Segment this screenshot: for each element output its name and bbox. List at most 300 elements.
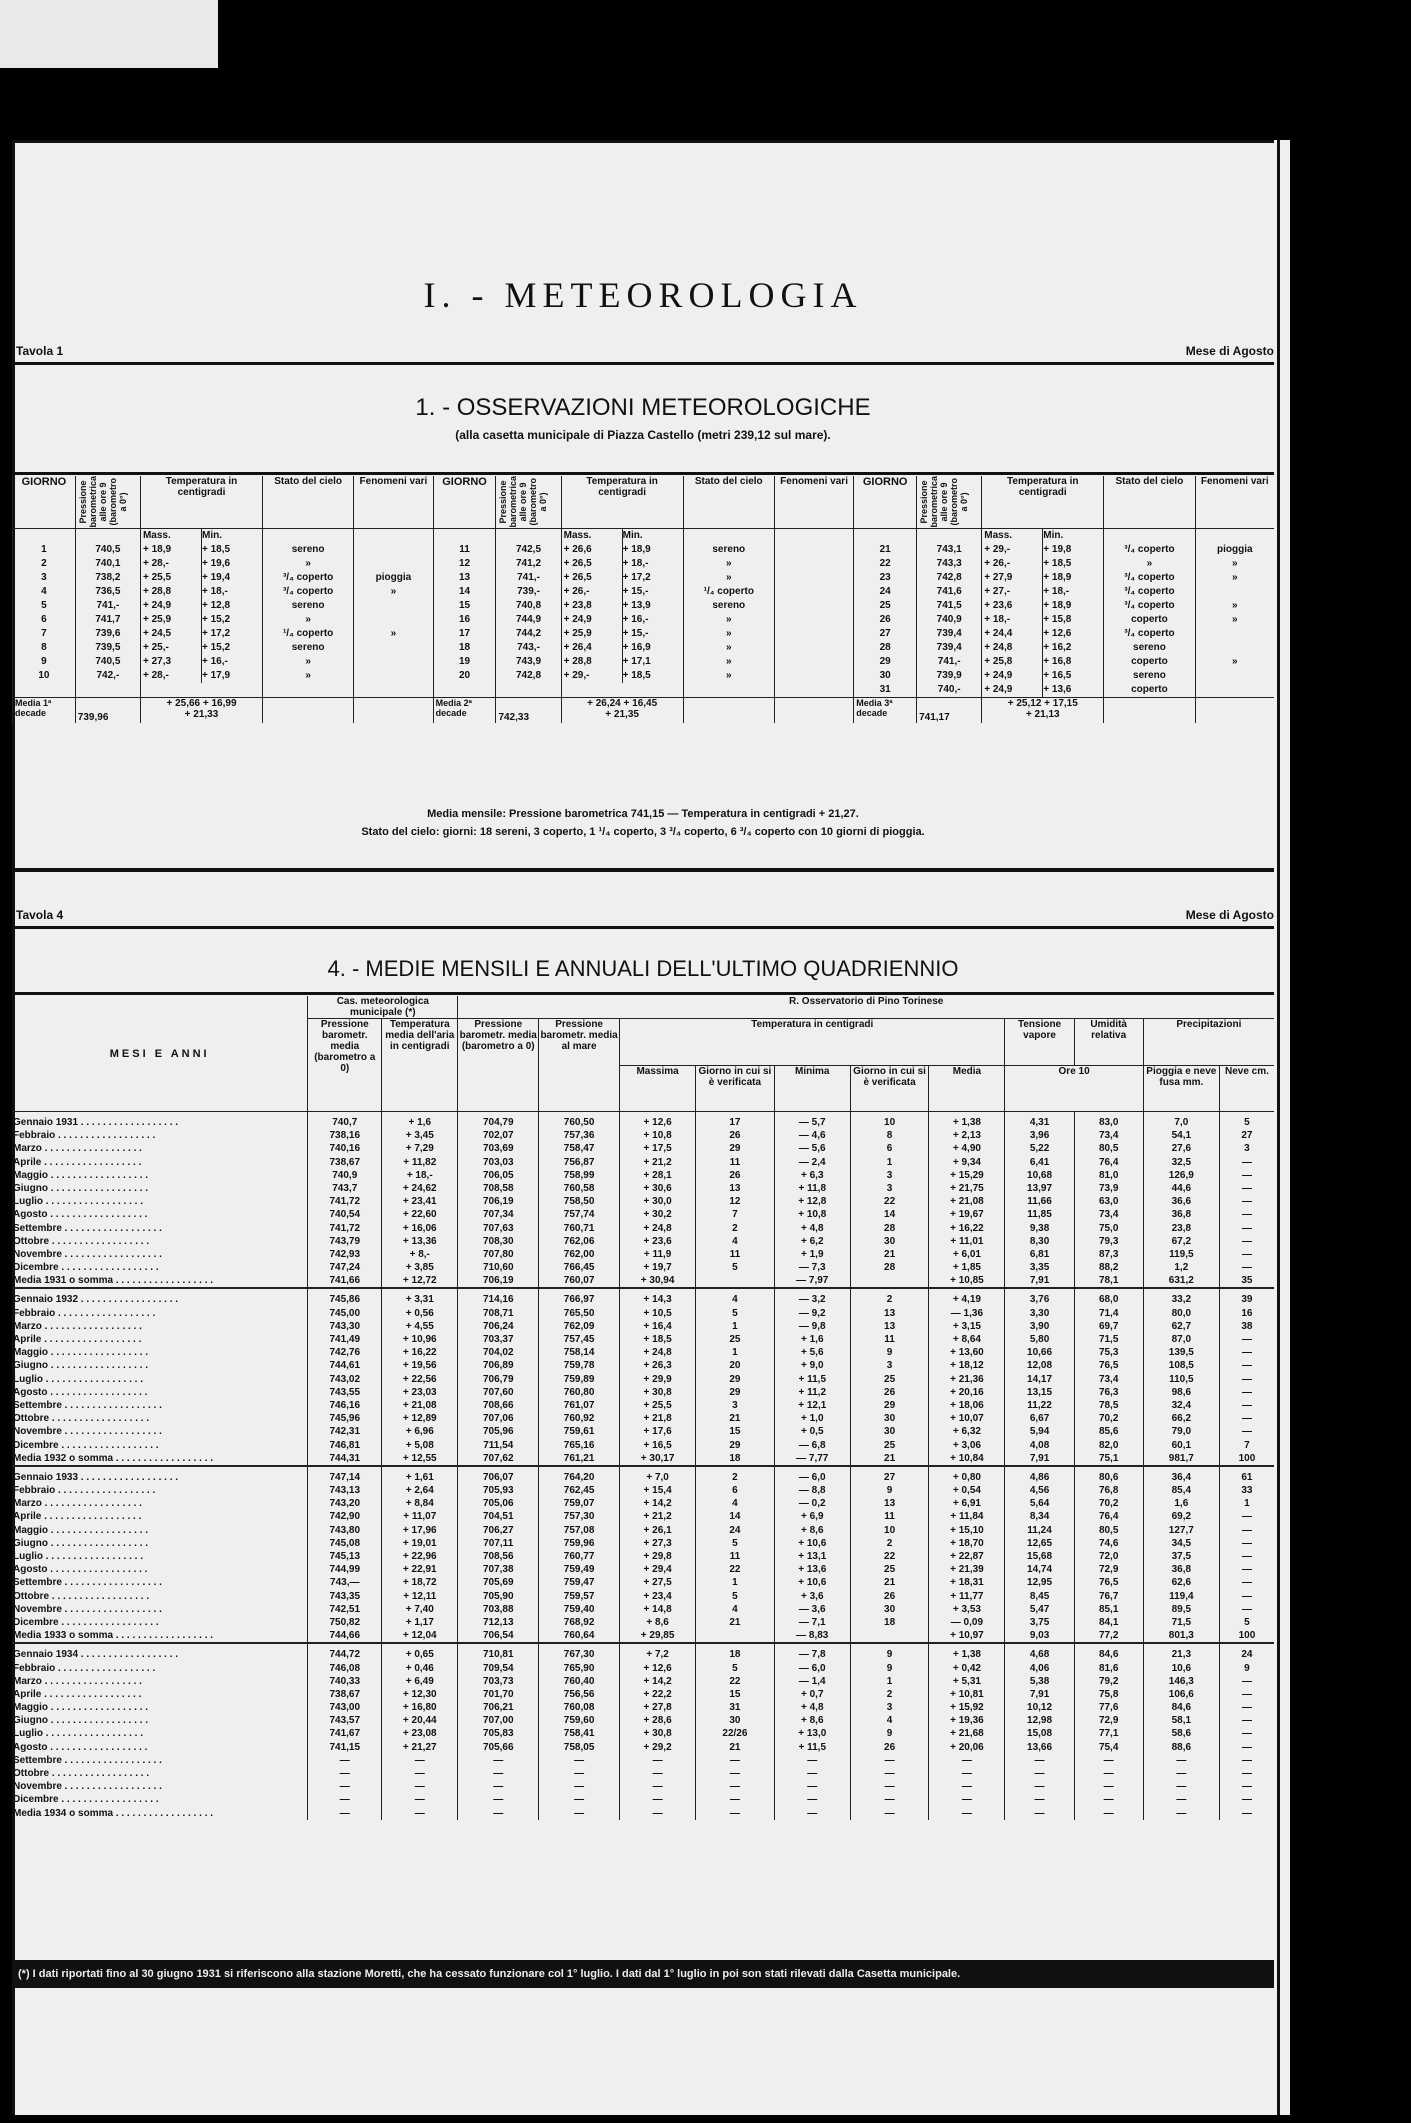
press-value: 740,9 [332, 1169, 358, 1181]
media-pressione: 742,33 [496, 697, 561, 723]
tavola1-month: Mese di Agosto [1185, 344, 1274, 358]
press-value: 741,72 [329, 1196, 361, 1208]
umid-value: — [1103, 1807, 1114, 1819]
neve-value: — [1241, 1702, 1252, 1714]
umid-value: 82,0 [1098, 1439, 1119, 1451]
press_oss-value: 702,07 [482, 1130, 514, 1142]
pressione-cell [75, 528, 140, 697]
neve-value: 5 [1244, 1616, 1250, 1628]
press_mare-value: 758,41 [563, 1728, 595, 1740]
temp-value: + 17,96 [402, 1524, 437, 1536]
minr-value: + 3,6 [800, 1590, 824, 1602]
col-gmax-values [696, 1112, 775, 1289]
pressione: 741,6 [936, 585, 962, 597]
press_oss-value: 706,54 [482, 1630, 514, 1642]
temp-value: + 22,60 [402, 1209, 437, 1221]
pressione: 740,1 [95, 557, 121, 569]
pressione: 742,8 [936, 571, 962, 583]
pio-value: 110,5 [1169, 1373, 1194, 1385]
gmax-value: 31 [729, 1702, 741, 1714]
month-label: Novembre . . . . . . . . . . . . . . . . . . [13, 1603, 162, 1615]
month-label: Ottobre . . . . . . . . . . . . . . . . . . [13, 1413, 150, 1425]
pressione-header-text: Pressione barometrica alle ore 9 (barometro a 0°) [919, 475, 970, 528]
min-value: + 18,5 [622, 669, 651, 681]
umid-value: 76,3 [1098, 1386, 1119, 1398]
pressione: 740,9 [936, 613, 962, 625]
temp-value: + 18,72 [402, 1577, 437, 1589]
press_mare-value: 760,08 [563, 1702, 595, 1714]
tavola4-header-rule [12, 992, 1274, 995]
press_oss-value: 707,11 [483, 1537, 514, 1549]
minr-value: — 2,4 [798, 1156, 826, 1168]
stato: » [725, 627, 732, 639]
fenomeni [356, 655, 430, 669]
tavola1-rule [12, 362, 1274, 365]
umid-value: — [1103, 1781, 1114, 1793]
col-media: Media [929, 1065, 1005, 1112]
press-value: 745,08 [329, 1537, 361, 1549]
umid-value: — [1103, 1768, 1114, 1779]
pio-value: 1,2 [1174, 1262, 1189, 1274]
pio-value: 801,3 [1168, 1630, 1194, 1642]
mass-value: + 25,9 [563, 627, 592, 639]
tens-value: 8,34 [1029, 1511, 1050, 1523]
mass-value: + 24,9 [984, 669, 1013, 681]
minr-value: + 1,0 [800, 1413, 824, 1425]
press_mare-value: 759,61 [563, 1426, 595, 1438]
media-value: + 10,97 [950, 1630, 984, 1642]
section-title: I. - METEOROLOGIA [423, 275, 863, 315]
gmin-value: 27 [884, 1471, 896, 1483]
tens-value: — [1034, 1768, 1045, 1779]
media-value: + 3,53 [952, 1603, 981, 1615]
pressione: 739,6 [95, 627, 121, 639]
mass-value: + 29,4 [643, 1564, 672, 1576]
press_oss-value: 703,73 [482, 1675, 514, 1687]
fenomeni [356, 543, 430, 557]
temp-value: — [414, 1794, 425, 1806]
media-mass-min: + 25,66 + 16,99 [166, 697, 237, 709]
month-label: Febbraio . . . . . . . . . . . . . . . . . . [13, 1130, 156, 1142]
tens-value: 13,97 [1027, 1182, 1053, 1194]
temp-split [143, 529, 260, 683]
mass-value: + 14,8 [643, 1603, 672, 1615]
gmax-value: 14 [729, 1511, 741, 1523]
giorno-cell [13, 528, 76, 697]
press-value: 742,31 [329, 1426, 361, 1438]
minr-value: — [807, 1807, 818, 1819]
col-tens-values [1005, 1288, 1074, 1465]
press_oss-value: 705,90 [482, 1590, 514, 1602]
press-value: 746,81 [329, 1439, 361, 1451]
stato [265, 529, 351, 543]
minr-value: + 11,8 [798, 1182, 827, 1194]
press-value: 747,24 [329, 1262, 361, 1274]
pio-value: — [1176, 1754, 1187, 1766]
tens-value: 7,91 [1029, 1688, 1050, 1700]
press-value: 742,76 [329, 1347, 361, 1359]
mass-value: — [652, 1781, 663, 1793]
minr-value: — 3,2 [798, 1294, 826, 1306]
col-press_oss-values [458, 1112, 539, 1289]
tens-value: 8,45 [1029, 1590, 1050, 1602]
mass-value: + 26,- [984, 557, 1011, 569]
mass-value: + 26,4 [563, 641, 592, 653]
press_mare-value: 767,30 [563, 1649, 595, 1661]
mass-value: + 16,4 [643, 1320, 672, 1332]
pio-value: 36,8 [1171, 1209, 1192, 1221]
mass-value: + 28,- [142, 557, 169, 569]
pressione-cell [917, 528, 982, 697]
col-press_mare-values [539, 1288, 620, 1465]
press_oss-value: 703,03 [482, 1156, 514, 1168]
pressione: 743,9 [516, 655, 542, 667]
temp-value: + 0,46 [405, 1662, 434, 1674]
media-stato-empty [263, 697, 354, 723]
month-label: Maggio . . . . . . . . . . . . . . . . . . [13, 1524, 149, 1536]
fenomeni [777, 571, 851, 585]
stato: coperto [1131, 683, 1168, 695]
neve-value: — [1241, 1182, 1252, 1194]
stato [686, 529, 772, 543]
gmin-value: 22 [884, 1196, 896, 1208]
temp-value: — [414, 1768, 425, 1779]
gmin-value: 3 [886, 1169, 893, 1181]
press_mare-value: 760,80 [563, 1386, 595, 1398]
mass-value: + 30,94 [640, 1275, 675, 1287]
min-header: Min. [1043, 529, 1064, 541]
press_oss-value: 704,02 [482, 1347, 514, 1359]
press_mare-value: 759,60 [563, 1715, 595, 1727]
mass-value: + 24,9 [984, 683, 1013, 695]
umid-value: 70,2 [1098, 1413, 1119, 1425]
stato: ³/₄ coperto [1124, 571, 1175, 583]
pio-value: 127,7 [1168, 1524, 1194, 1536]
media-value: — [961, 1781, 972, 1793]
gmin-value: — [884, 1754, 895, 1766]
media-value: + 2,13 [952, 1130, 981, 1142]
pressione-header-text: Pressione barometrica alle ore 9 (barometro a 0°) [498, 475, 549, 528]
press_oss-value: 710,60 [482, 1262, 514, 1274]
tavola1-header-rule [12, 472, 1274, 475]
gmax-value: 18 [729, 1649, 741, 1661]
mass-value: + 30,8 [643, 1386, 672, 1398]
fenomeni [1198, 627, 1272, 641]
gmax-value: — [729, 1781, 740, 1793]
col-temp-values [382, 1466, 458, 1643]
gmax-value: 1 [732, 1347, 738, 1359]
month-label: Aprile . . . . . . . . . . . . . . . . . . [13, 1334, 142, 1345]
umid-value: 72,0 [1098, 1551, 1119, 1562]
gmax-value: 30 [729, 1715, 741, 1727]
fenomeni-cell [774, 528, 853, 697]
neve-value: — [1241, 1551, 1252, 1562]
media-temperatura [982, 697, 1104, 723]
giorno: 3 [41, 571, 47, 583]
gmax-value: 11 [729, 1248, 741, 1260]
press_oss-value: 707,63 [482, 1222, 514, 1234]
temp-value: + 3,31 [405, 1294, 434, 1306]
tens-value: — [1034, 1794, 1045, 1806]
stato: coperto [1131, 655, 1168, 667]
col-mass-values [620, 1466, 696, 1643]
neve-value: 33 [1241, 1485, 1253, 1497]
umid-value: 85,6 [1098, 1426, 1119, 1438]
month-label: Ottobre . . . . . . . . . . . . . . . . . . [13, 1768, 150, 1779]
tens-value: 3,90 [1029, 1320, 1050, 1332]
umid-value: 73,9 [1098, 1182, 1119, 1194]
row-labels [12, 1288, 308, 1465]
col-mesi: MESI E ANNI [12, 996, 308, 1112]
mass-value: + 23,4 [643, 1590, 672, 1602]
temp-value: — [414, 1781, 425, 1793]
gmin-value: 18 [884, 1616, 896, 1628]
col-press-values [308, 1288, 382, 1465]
month-label: Novembre . . . . . . . . . . . . . . . . . . [13, 1781, 162, 1793]
pio-value: 981,7 [1168, 1452, 1194, 1464]
temp-value: + 13,36 [402, 1235, 437, 1247]
fenomeni [777, 585, 851, 599]
tens-value: 5,64 [1029, 1498, 1050, 1510]
min-value: + 18,- [622, 557, 649, 569]
month-label: Marzo . . . . . . . . . . . . . . . . . . [13, 1498, 142, 1510]
press-value: 741,67 [329, 1728, 361, 1740]
col-gmin-values [850, 1288, 929, 1465]
mass-header: Mass. [142, 529, 171, 541]
minr-value: + 1,9 [800, 1248, 824, 1260]
press_mare-value: 756,87 [563, 1156, 595, 1168]
press-value: 738,67 [329, 1156, 361, 1168]
press-value: 744,31 [329, 1452, 361, 1464]
media-value: + 21,36 [950, 1373, 984, 1385]
temp-value: + 6,49 [405, 1675, 434, 1687]
media-row-label: Media 1933 o somma . . . . . . . . . . . . . . . . . . [13, 1630, 214, 1642]
temp-value: + 19,01 [402, 1537, 437, 1549]
mass-value: + 28,8 [563, 655, 592, 667]
temp-value: + 5,08 [405, 1439, 434, 1451]
mass-value: + 27,3 [643, 1537, 672, 1549]
umid-value: 75,0 [1098, 1222, 1119, 1234]
minr-value: — 3,6 [798, 1603, 826, 1615]
giorno-cell [854, 528, 917, 697]
fenomeni-cell [1195, 528, 1274, 697]
neve-value: — [1241, 1248, 1252, 1260]
tavola4-grid [12, 996, 1274, 1820]
media-value: + 1,85 [952, 1262, 981, 1274]
mass-value: + 11,9 [643, 1248, 672, 1260]
umid-value: 78,1 [1098, 1275, 1119, 1287]
temp-value: — [414, 1754, 425, 1766]
pressione: 741,5 [936, 599, 962, 611]
col-temp_aria: Temperatura media dell'aria in centigradi [382, 1019, 458, 1112]
umid-value: 87,3 [1098, 1248, 1119, 1260]
mass-value: + 26,- [563, 585, 590, 597]
mass-value: + 29,85 [640, 1630, 675, 1642]
umid-value: 63,0 [1098, 1196, 1119, 1208]
umid-value: 84,6 [1098, 1649, 1119, 1661]
umid-value: 85,1 [1098, 1603, 1119, 1615]
mass-value: + 24,9 [142, 599, 172, 611]
press-value: 750,82 [329, 1616, 361, 1628]
press_mare-value: 761,21 [563, 1452, 595, 1464]
media-value: + 1,38 [952, 1117, 981, 1128]
mass-column [984, 529, 1042, 697]
mass-value: + 25,- [142, 641, 169, 653]
min-value: + 17,9 [201, 669, 231, 681]
pio-value: 631,2 [1168, 1275, 1194, 1287]
media-value: + 15,92 [950, 1702, 984, 1714]
row-spacer [15, 529, 73, 543]
col-giorno: GIORNO [433, 476, 496, 528]
mass-value: + 25,5 [142, 571, 172, 583]
col-giorno_max: Giorno in cui si è verificata [696, 1065, 775, 1112]
press-value: 742,90 [329, 1511, 361, 1523]
temp-value: + 8,84 [405, 1498, 434, 1510]
month-label: Luglio . . . . . . . . . . . . . . . . . . [13, 1551, 144, 1562]
month-label: Dicembre . . . . . . . . . . . . . . . . . . [13, 1794, 159, 1806]
press_mare-value: 759,49 [563, 1564, 595, 1576]
gmin-value: 4 [886, 1715, 893, 1727]
col-ore: Ore 10 [1005, 1065, 1143, 1112]
mass-value: + 12,6 [643, 1662, 672, 1674]
gmin-value: 1 [886, 1675, 893, 1687]
document-page [12, 140, 1290, 2115]
month-label: Gennaio 1934 . . . . . . . . . . . . . . . . . . [13, 1649, 179, 1661]
giorno: 9 [41, 655, 47, 667]
pio-value: 119,4 [1169, 1590, 1194, 1602]
neve-value: 5 [1244, 1117, 1250, 1128]
temp-value: + 18,- [406, 1169, 433, 1181]
media-fenomeni-empty [354, 697, 433, 723]
tens-value: 14,74 [1027, 1564, 1053, 1576]
tavola4-title: 4. - MEDIE MENSILI E ANNUALI DELL'ULTIMO QUADRIENNIO [327, 956, 959, 981]
temp-value: + 11,82 [403, 1156, 437, 1168]
pio-value: 89,5 [1171, 1603, 1192, 1615]
col-neve: Neve cm. [1219, 1065, 1274, 1112]
media-temp: + 21,13 [1025, 708, 1060, 720]
umid-value: 76,5 [1098, 1577, 1119, 1589]
col-temperatura: Temperatura in centigradi [561, 476, 683, 528]
min-header: Min. [622, 529, 643, 541]
press_mare-value: 760,58 [563, 1182, 595, 1194]
col-tens-values [1005, 1466, 1074, 1643]
temp-value: + 1,17 [405, 1616, 434, 1628]
press-value: 743,13 [329, 1485, 361, 1497]
mass-value: + 23,8 [563, 599, 592, 611]
media-value: + 0,54 [952, 1485, 981, 1497]
col-press_mare-values [539, 1466, 620, 1643]
press_oss-value: 707,06 [482, 1413, 514, 1425]
col-gmin-values [850, 1643, 929, 1819]
press-value: 744,61 [329, 1360, 361, 1372]
temp-split [564, 529, 681, 683]
mass-value: + 26,5 [563, 571, 592, 583]
col-press_mare-values [539, 1643, 620, 1819]
col-press-values [308, 1466, 382, 1643]
min-value: + 15,- [622, 585, 649, 597]
fenomeni [356, 529, 430, 543]
pressione: 742,- [96, 669, 120, 681]
media-mensile: Media mensile: Pressione barometrica 741,15 — Temperatura in centigradi + 21,27. [427, 808, 859, 820]
neve-value: — [1241, 1209, 1252, 1221]
mass-value: + 30,8 [643, 1728, 672, 1740]
neve-value: 35 [1241, 1275, 1253, 1287]
giorno: 16 [458, 613, 471, 625]
tens-value: 9,03 [1029, 1630, 1050, 1642]
col-neve-values [1219, 1112, 1274, 1289]
month-label: Marzo . . . . . . . . . . . . . . . . . . [13, 1675, 142, 1687]
min-column [622, 529, 681, 683]
minr-value: — 9,2 [798, 1307, 826, 1319]
minr-value: — 4,6 [798, 1130, 826, 1142]
row-spacer [498, 529, 558, 543]
press-value: 740,7 [332, 1117, 358, 1128]
neve-value: — [1241, 1590, 1252, 1602]
mass-value: + 16,5 [643, 1439, 672, 1451]
temp-value: + 22,96 [402, 1551, 437, 1562]
gmax-value: 6 [732, 1485, 738, 1497]
gmin-value: 1 [886, 1156, 893, 1168]
press_oss-value: 705,83 [482, 1728, 514, 1740]
col-pressione [75, 476, 140, 528]
month-label: Febbraio . . . . . . . . . . . . . . . . . . [13, 1662, 156, 1674]
gmax-value: 22/26 [722, 1728, 748, 1740]
col-fenomeni: Fenomeni vari [354, 476, 433, 528]
col-stato: Stato del cielo [263, 476, 354, 528]
mass-value: + 29,9 [643, 1373, 672, 1385]
temp-value: — [414, 1807, 425, 1819]
pressione: 739,4 [936, 641, 962, 653]
gmax-value: 18 [729, 1452, 741, 1464]
giorno: 30 [879, 669, 891, 681]
press_oss-value: 707,34 [482, 1209, 514, 1221]
gmin-value: 9 [886, 1485, 893, 1497]
col-media-values [929, 1288, 1005, 1465]
row-spacer [919, 529, 979, 543]
press_oss-value: 704,51 [482, 1511, 514, 1523]
col-press_baro: Pressione barometr. media (barometro a 0) [308, 1019, 382, 1112]
gmin-value: 22 [884, 1551, 896, 1562]
mass-value: + 7,0 [646, 1471, 669, 1483]
neve-value: — [1241, 1413, 1252, 1425]
tens-value: 5,38 [1029, 1675, 1050, 1687]
press_mare-value: 760,07 [563, 1275, 595, 1287]
min-value: + 13,6 [1043, 683, 1072, 695]
fenomeni: » [1231, 599, 1238, 611]
gmax-value: 15 [729, 1426, 741, 1438]
fenomeni [777, 669, 851, 683]
temp-value: + 7,40 [405, 1603, 434, 1615]
tens-value: 3,76 [1029, 1294, 1050, 1306]
umid-value: 75,3 [1098, 1347, 1119, 1359]
pio-value: 85,4 [1171, 1485, 1192, 1497]
press_mare-value: 760,77 [563, 1551, 595, 1562]
pio-value: 34,5 [1171, 1537, 1192, 1549]
month-label: Ottobre . . . . . . . . . . . . . . . . . . [13, 1590, 150, 1602]
neve-value: 100 [1238, 1630, 1256, 1642]
giorno: 14 [458, 585, 471, 597]
month-label: Giugno . . . . . . . . . . . . . . . . . . [13, 1182, 149, 1194]
min-value: + 16,2 [1043, 641, 1072, 653]
press-value: 744,66 [329, 1630, 361, 1642]
mass-value: + 28,- [142, 669, 169, 681]
pio-value: 36,8 [1171, 1564, 1192, 1576]
gmax-value: 21 [729, 1741, 741, 1753]
gmin-value: 2 [886, 1537, 893, 1549]
temp-value: + 11,07 [403, 1511, 437, 1523]
separator-rule [12, 868, 1274, 872]
gmax-value: 3 [732, 1399, 738, 1411]
